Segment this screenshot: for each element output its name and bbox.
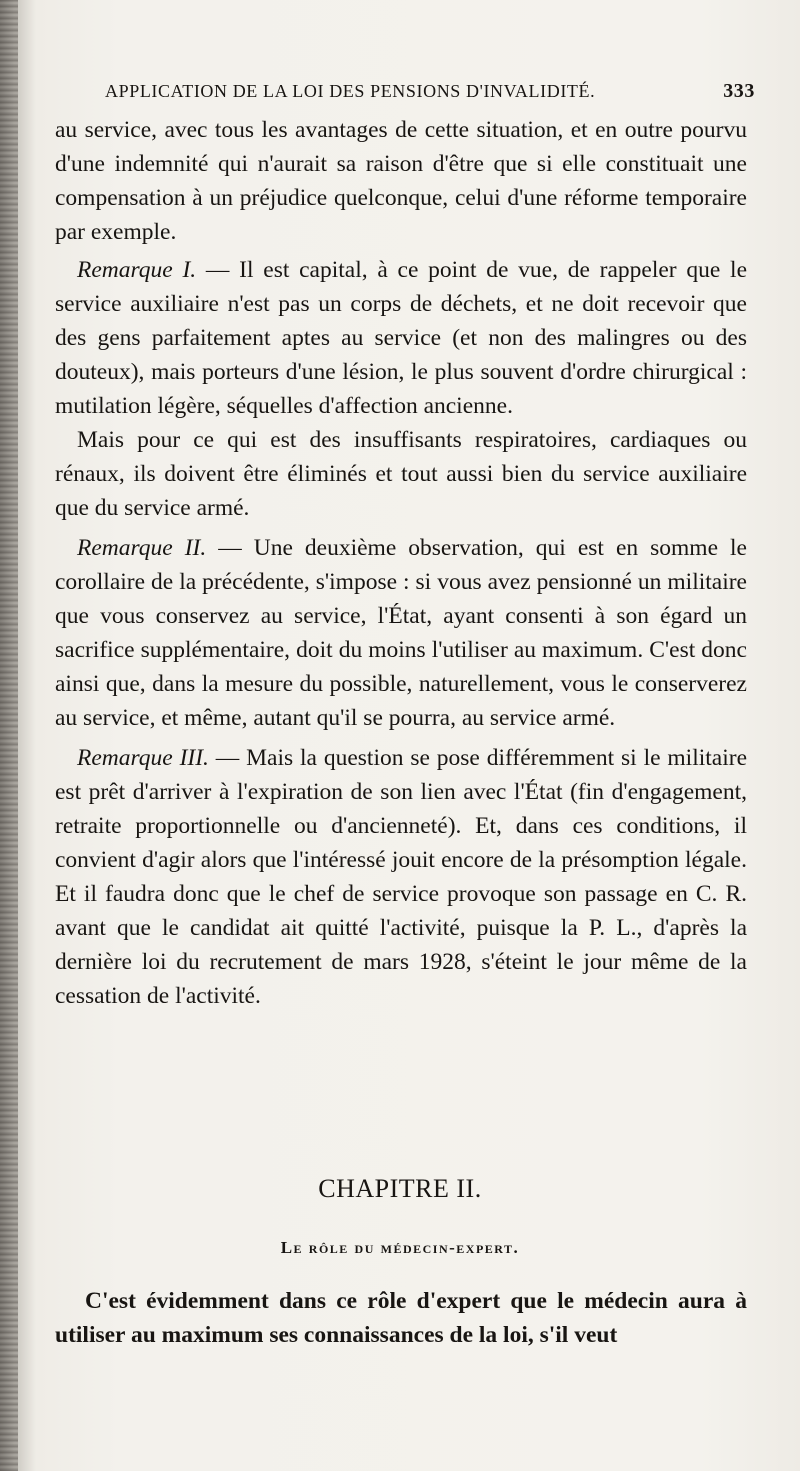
section-title: Le rôle du médecin-expert. [280, 1238, 520, 1257]
chapter-opening-paragraph: C'est évidemment dans ce rôle d'expert que le médecin aura à utiliser au maximum ses connaissances de la loi, s'il veut [55, 1288, 747, 1348]
remark-2 [55, 531, 747, 735]
running-header [105, 80, 755, 103]
remark-1-label: Remarque I. [77, 257, 197, 283]
paragraph-continuation: au service, avec tous les avantages de cette situation, et en outre pourvu d'une indemnité qui n'aurait sa raison d'être que si elle constituait une compensation à un préjudice quelconque, celui d'une réforme temporaire par exemple. [55, 117, 747, 245]
remark-1-text: — Il est capital, à ce point de vue, de rappeler que le service auxiliaire n'est pas un corps de déchets, et ne doit recevoir que des gens parfaitement aptes au service (et non des malingres ou des douteux), mais porteurs d'une lésion, le plus souvent d'ordre chirurgical : mutilation légère, séquelles d'affection ancienne. [55, 257, 747, 419]
running-title: APPLICATION DE LA LOI DES PENSIONS D'INVALIDITÉ. [105, 81, 596, 101]
remark-3-text: — Mais la question se pose différemment si le militaire est prêt d'arriver à l'expiration de son lien avec l'État (fin d'engagement, retraite proportionnelle ou d'ancienneté). Et, dans ces conditions, il convient d'agir alors que l'intéressé jouit encore de la présomption légale. Et il faudra donc que le chef de service provoque son passage en C. R. avant que le candidat ait quitté l'activité, puisque la P. L., d'après la dernière loi du recrutement de mars 1928, s'éteint le jour même de la cessation de l'activité. [55, 745, 748, 1009]
remark-1 [55, 253, 747, 423]
remark-3 [55, 741, 747, 1013]
remark-2-text: — Une deuxième observation, qui est en somme le corollaire de la précédente, s'impose : si vous avez pensionné un militaire que vous conservez au service, l'État, ayant consenti à son égard un sacrifice supplémentaire, doit du moins l'utiliser au maximum. C'est donc ainsi que, dans la mesure du possible, naturellement, vous le conserverez au service, et même, autant qu'il se pourra, au service armé. [55, 535, 747, 731]
main-text [55, 113, 747, 1013]
paragraph-insufficients: Mais pour ce qui est des insuffisants respiratoires, cardiaques ou rénaux, ils doivent être éliminés et tout aussi bien du service auxiliaire que du service armé. [55, 427, 747, 521]
chapter-title: CHAPITRE II. [318, 1174, 482, 1203]
remark-3-label: Remarque III. [77, 745, 209, 771]
remark-2-label: Remarque II. [77, 535, 207, 561]
page-number: 333 [723, 80, 755, 102]
chapter-text [55, 1284, 747, 1352]
